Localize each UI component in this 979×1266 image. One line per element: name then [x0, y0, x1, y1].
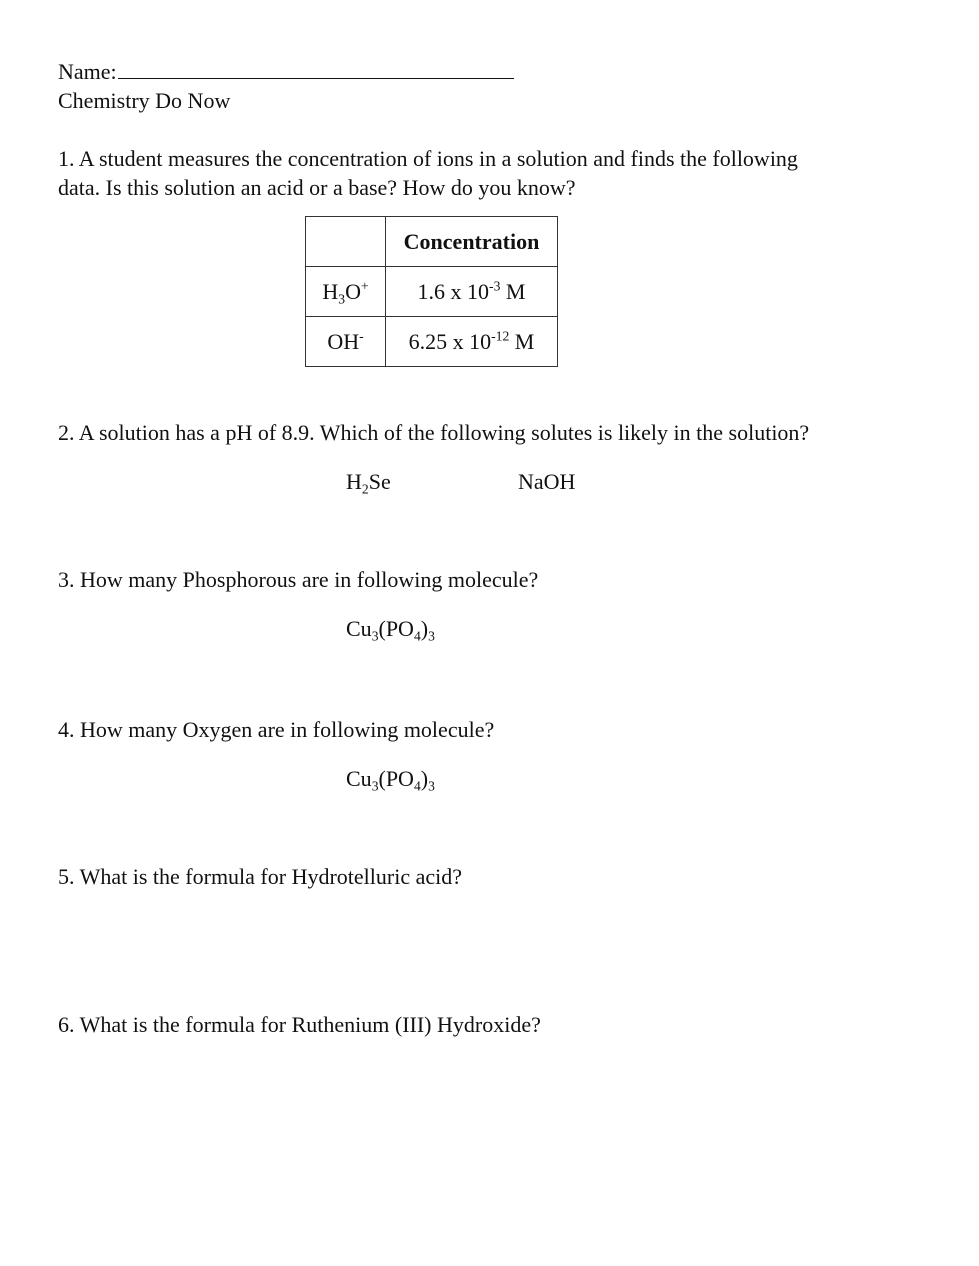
q4-text: 4. How many Oxygen are in following molecule? — [58, 717, 495, 742]
conc-cell-oh: 6.25 x $10^{-12}$ M — [386, 317, 558, 367]
table-header-row — [306, 217, 558, 267]
q2-text: 2. A solution has a pH of 8.9. Which of the following solutes is likely in the solution? — [58, 420, 810, 445]
q2-choice-h2se: $H_2Se$ — [346, 469, 391, 497]
concentration-table — [305, 216, 558, 367]
q4-formula: $Cu_3(PO_4)_3$ — [346, 766, 435, 794]
q3-formula: $Cu_3(PO_4)_3$ — [346, 616, 435, 644]
q6-text: 6. What is the formula for Ruthenium (III) Hydroxide? — [58, 1012, 541, 1037]
table-header-empty — [306, 217, 386, 267]
name-field — [58, 61, 514, 83]
name-blank-line — [118, 64, 514, 79]
table-row — [306, 267, 558, 317]
name-label: Name: — [58, 59, 117, 84]
table-header-concentration: Concentration — [386, 217, 558, 267]
worksheet-title: Chemistry Do Now — [58, 88, 231, 113]
table-row — [306, 317, 558, 367]
q1-line-2: data. Is this solution an acid or a base? How do you know? — [58, 175, 576, 200]
q5-text: 5. What is the formula for Hydrotelluric acid? — [58, 864, 463, 889]
q3-text: 3. How many Phosphorous are in following molecule? — [58, 567, 539, 592]
conc-cell-h3o: 1.6 x $10^{-3}$ M — [386, 267, 558, 317]
q1-line-1: 1. A student measures the concentration of ions in a solution and finds the following — [58, 146, 798, 171]
ion-cell-oh: OH- — [306, 317, 386, 367]
ion-cell-h3o: $H_3O^+$ — [306, 267, 386, 317]
q2-choice-naoh: NaOH — [518, 469, 576, 494]
